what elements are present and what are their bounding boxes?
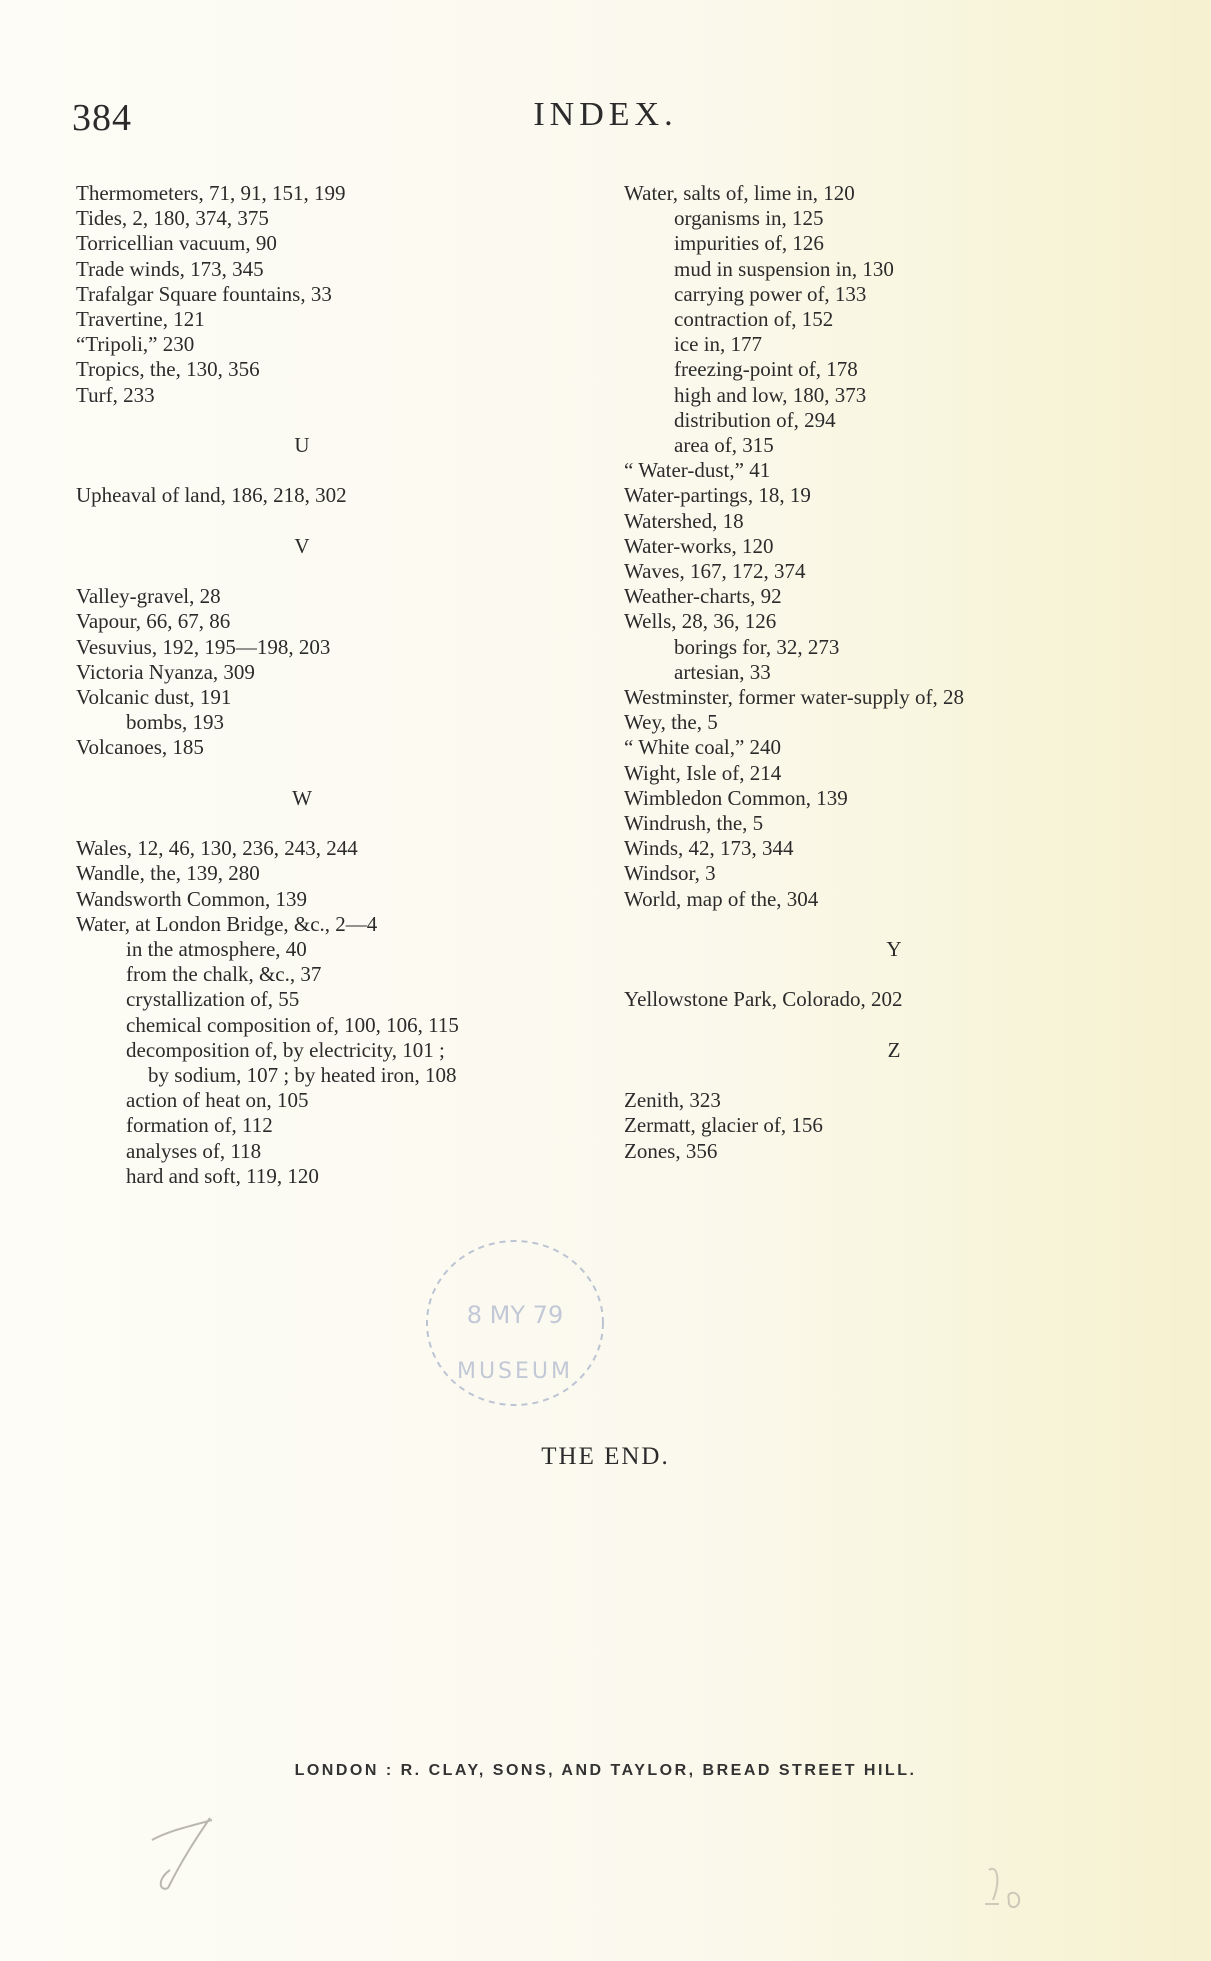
index-entry: Volcanic dust, 191 bbox=[76, 685, 232, 710]
index-entry: Vapour, 66, 67, 86 bbox=[76, 609, 231, 634]
index-entry: Waves, 167, 172, 374 bbox=[624, 559, 806, 584]
section-letter: Y bbox=[886, 936, 902, 961]
index-entry: “ White coal,” 240 bbox=[624, 735, 782, 760]
index-entry: Water, at London Bridge, &c., 2—4 bbox=[76, 911, 378, 936]
index-subentry: area of, 315 bbox=[674, 433, 774, 458]
signature-mark bbox=[140, 1800, 230, 1900]
index-subentry: crystallization of, 55 bbox=[126, 987, 300, 1012]
index-subentry: impurities of, 126 bbox=[674, 231, 824, 256]
index-subentry: high and low, 180, 373 bbox=[674, 382, 867, 407]
index-entry: Water-works, 120 bbox=[624, 533, 774, 558]
index-subentry: contraction of, 152 bbox=[674, 307, 834, 332]
index-entry: Vesuvius, 192, 195—198, 203 bbox=[76, 634, 331, 659]
pencil-mark bbox=[975, 1860, 1035, 1920]
index-subentry: organisms in, 125 bbox=[674, 206, 824, 231]
index-entry: Volcanoes, 185 bbox=[76, 735, 204, 760]
library-stamp bbox=[410, 1228, 620, 1428]
index-entry: Water-partings, 18, 19 bbox=[624, 483, 811, 508]
index-subentry: carrying power of, 133 bbox=[674, 281, 867, 306]
index-entry: Travertine, 121 bbox=[76, 307, 205, 332]
page-number: 384 bbox=[72, 97, 132, 139]
index-subentry: decomposition of, by electricity, 101 ; bbox=[126, 1037, 445, 1062]
index-entry: Upheaval of land, 186, 218, 302 bbox=[76, 483, 347, 508]
section-letter: W bbox=[292, 785, 312, 810]
index-subentry: in the atmosphere, 40 bbox=[126, 937, 307, 962]
index-entry: Windsor, 3 bbox=[624, 861, 716, 886]
index-subentry: formation of, 112 bbox=[126, 1113, 273, 1138]
index-subentry: hard and soft, 119, 120 bbox=[126, 1163, 319, 1188]
index-entry: Trafalgar Square fountains, 33 bbox=[76, 281, 332, 306]
index-entry: Zermatt, glacier of, 156 bbox=[624, 1113, 823, 1138]
index-subentry: artesian, 33 bbox=[674, 659, 771, 684]
index-entry: Wells, 28, 36, 126 bbox=[624, 609, 777, 634]
section-letter: U bbox=[294, 432, 310, 457]
index-entry: Weather-charts, 92 bbox=[624, 584, 782, 609]
index-subentry: analyses of, 118 bbox=[126, 1138, 262, 1163]
index-subentry: ice in, 177 bbox=[674, 332, 763, 357]
index-entry: “ Water-dust,” 41 bbox=[624, 458, 771, 483]
index-subentry: distribution of, 294 bbox=[674, 407, 836, 432]
index-entry: Tropics, the, 130, 356 bbox=[76, 357, 260, 382]
stamp-date: 8 MY 79 bbox=[466, 1301, 564, 1329]
index-entry: Turf, 233 bbox=[76, 382, 155, 407]
index-entry: Victoria Nyanza, 309 bbox=[76, 659, 255, 684]
index-subentry: bombs, 193 bbox=[126, 710, 225, 735]
index-entry: Wales, 12, 46, 130, 236, 243, 244 bbox=[76, 836, 358, 861]
index-entry: Wandle, the, 139, 280 bbox=[76, 861, 260, 886]
printer-imprint: LONDON : R. CLAY, SONS, AND TAYLOR, BREAD STREET HILL. bbox=[294, 1762, 917, 1779]
index-entry: Tides, 2, 180, 374, 375 bbox=[76, 206, 269, 231]
index-left-column bbox=[76, 181, 616, 1189]
index-entry: Zones, 356 bbox=[624, 1138, 718, 1163]
index-subentry: chemical composition of, 100, 106, 115 bbox=[126, 1012, 459, 1037]
stamp-label: MUSEUM bbox=[456, 1359, 574, 1384]
index-entry: Windrush, the, 5 bbox=[624, 811, 764, 836]
the-end: THE END. bbox=[541, 1443, 670, 1470]
section-letter: V bbox=[294, 533, 310, 558]
running-title: INDEX. bbox=[533, 96, 678, 133]
index-entry: Yellowstone Park, Colorado, 202 bbox=[624, 987, 903, 1012]
index-entry: Wimbledon Common, 139 bbox=[624, 785, 848, 810]
index-entry: Valley-gravel, 28 bbox=[76, 584, 221, 609]
index-entry: Water, salts of, lime in, 120 bbox=[624, 181, 855, 205]
index-entry: Trade winds, 173, 345 bbox=[76, 256, 264, 281]
index-subentry: by sodium, 107 ; by heated iron, 108 bbox=[148, 1063, 457, 1088]
index-entry: Wey, the, 5 bbox=[624, 710, 718, 735]
index-entry: Torricellian vacuum, 90 bbox=[76, 231, 277, 256]
index-right-column bbox=[624, 181, 1204, 1164]
index-entry: Wandsworth Common, 139 bbox=[76, 886, 308, 911]
index-entry: “Tripoli,” 230 bbox=[76, 332, 195, 357]
index-subentry: freezing-point of, 178 bbox=[674, 357, 858, 382]
index-subentry: from the chalk, &c., 37 bbox=[126, 962, 322, 987]
index-entry: Zenith, 323 bbox=[624, 1088, 721, 1113]
index-entry: World, map of the, 304 bbox=[624, 886, 819, 911]
index-entry: Watershed, 18 bbox=[624, 508, 744, 533]
index-subentry: mud in suspension in, 130 bbox=[674, 256, 894, 281]
index-entry: Thermometers, 71, 91, 151, 199 bbox=[76, 181, 346, 205]
index-subentry: borings for, 32, 273 bbox=[674, 634, 840, 659]
index-entry: Winds, 42, 173, 344 bbox=[624, 836, 794, 861]
index-entry: Wight, Isle of, 214 bbox=[624, 760, 782, 785]
index-entry: Westminster, former water-supply of, 28 bbox=[624, 685, 964, 710]
index-subentry: action of heat on, 105 bbox=[126, 1088, 309, 1113]
section-letter: Z bbox=[887, 1037, 901, 1062]
